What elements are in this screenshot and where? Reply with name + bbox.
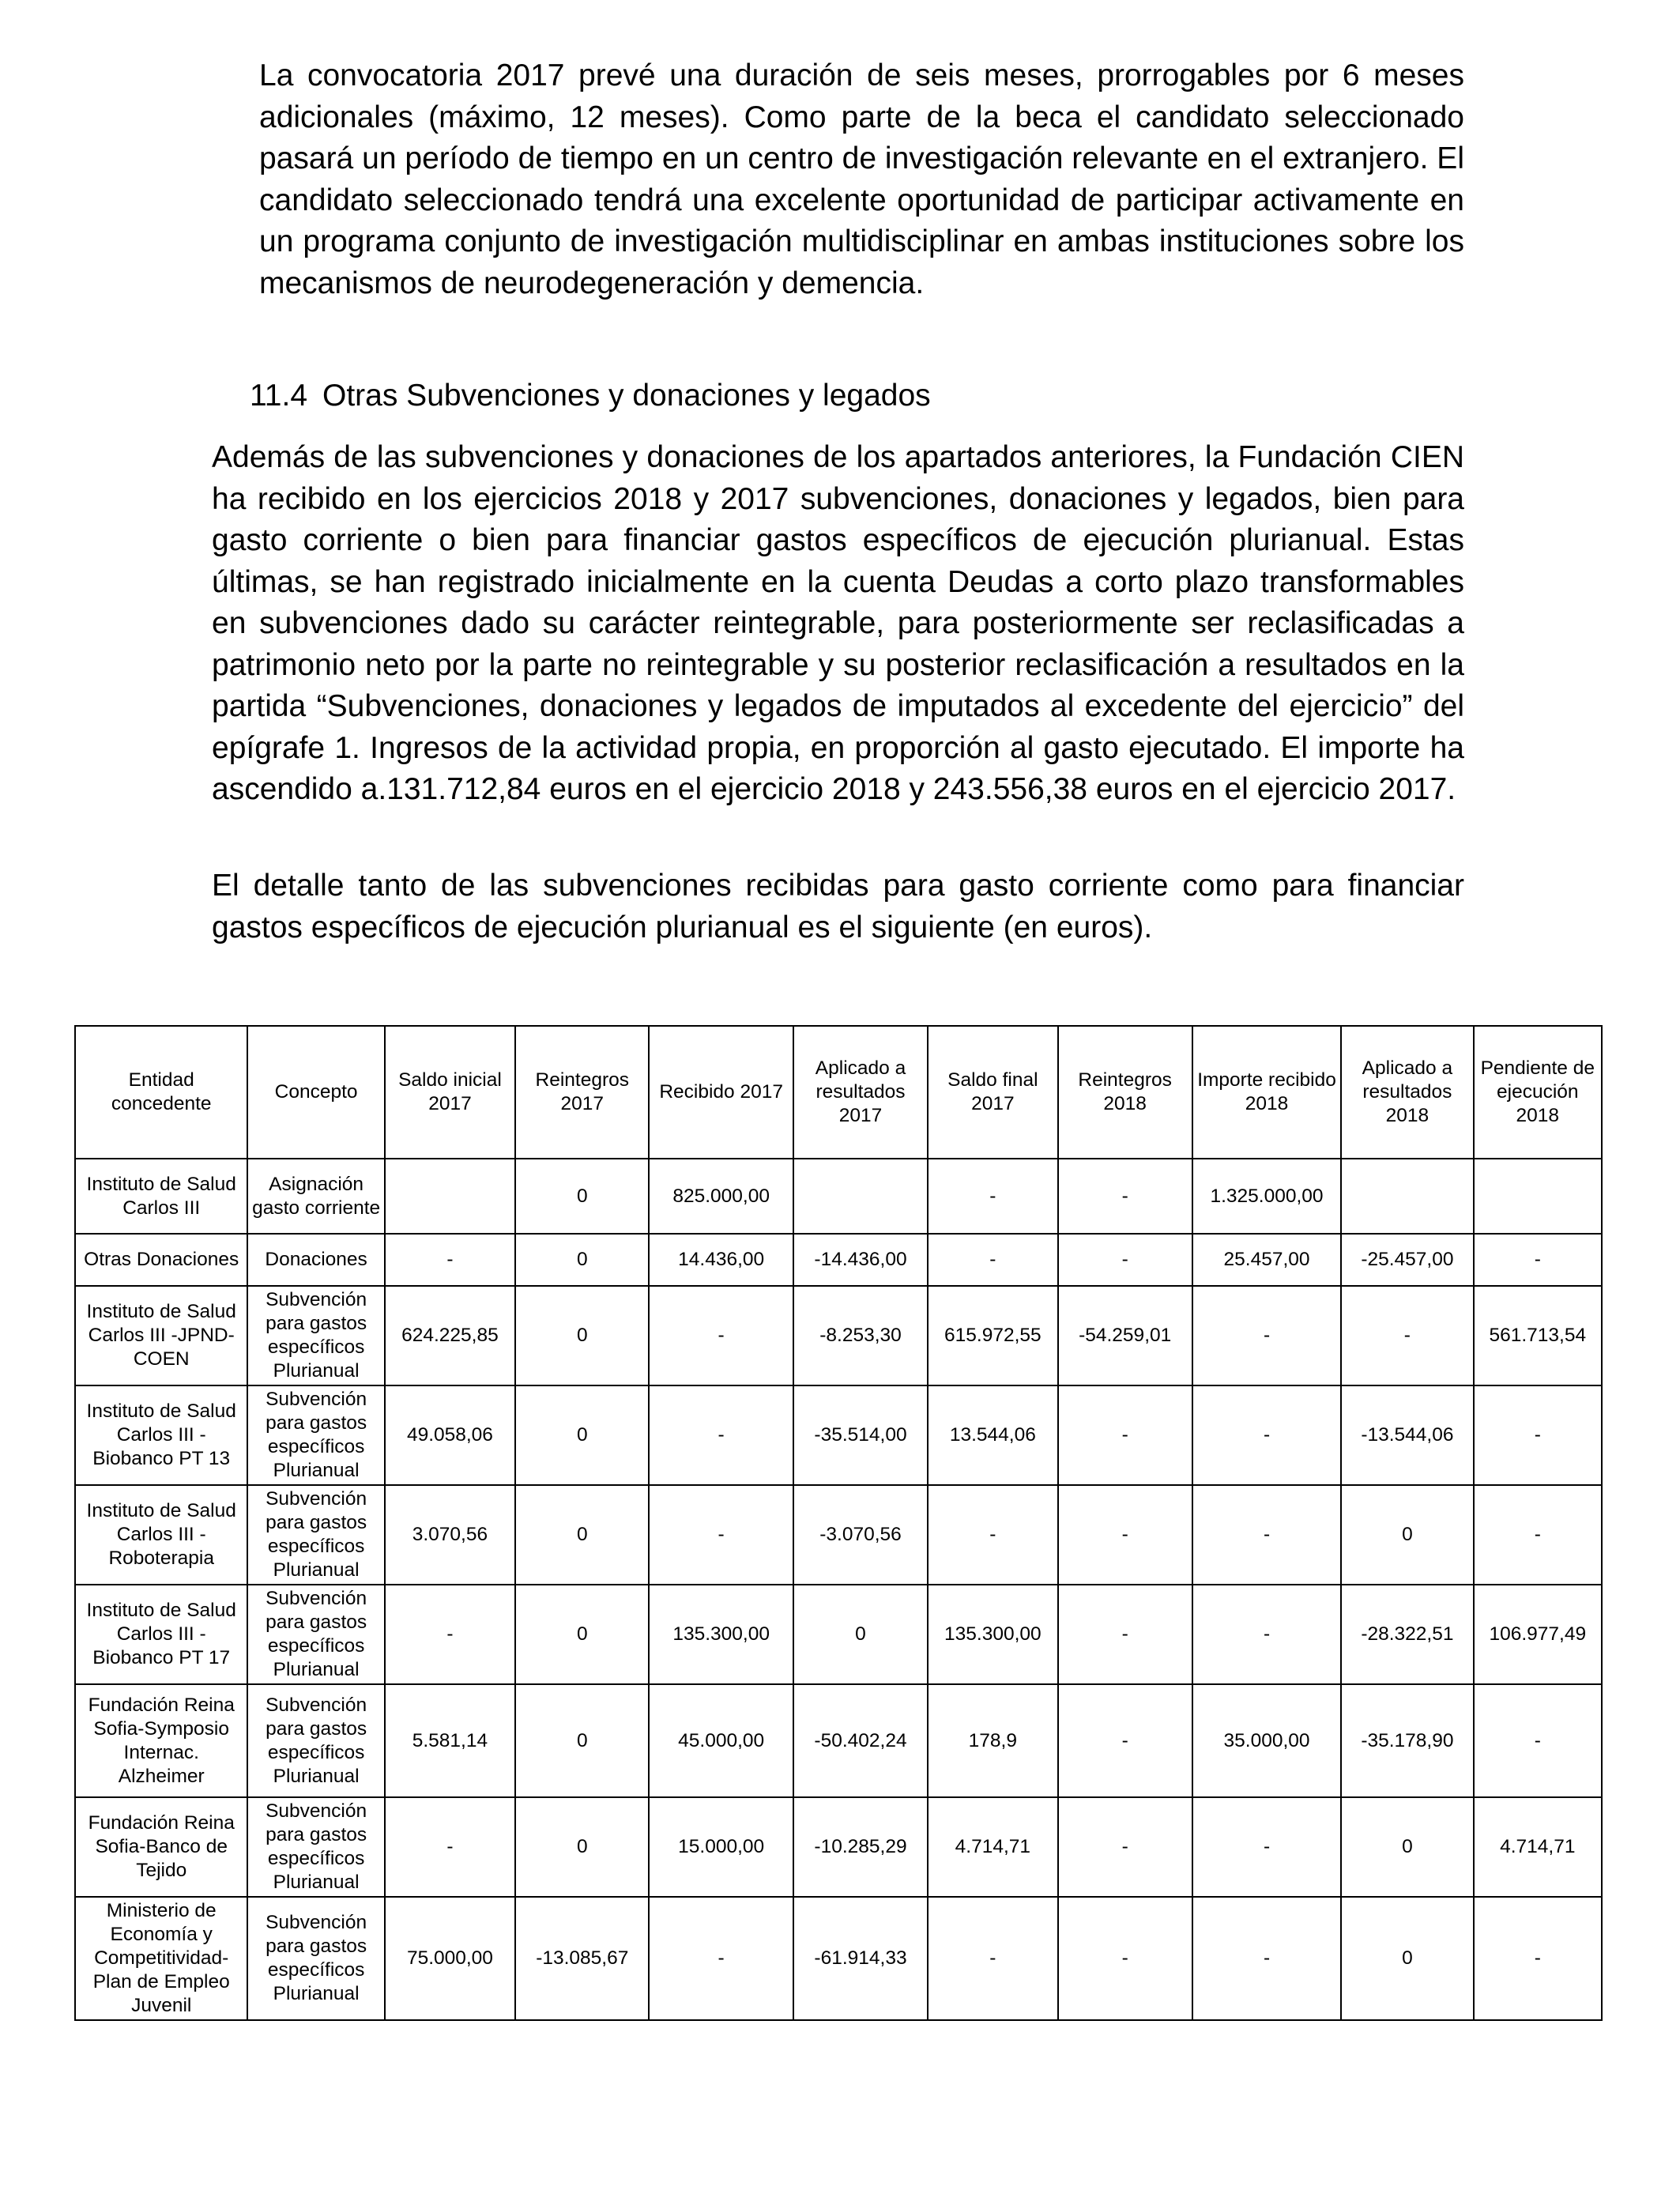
concept-cell: Subvención para gastos específicos Plurianual bbox=[247, 1585, 384, 1684]
amount-cell: -13.544,06 bbox=[1341, 1385, 1473, 1485]
amount-cell: 0 bbox=[1341, 1897, 1473, 2020]
amount-cell: 25.457,00 bbox=[1192, 1234, 1341, 1286]
table-row bbox=[75, 1234, 1602, 1286]
concept-cell: Subvención para gastos específicos Plurianual bbox=[247, 1385, 384, 1485]
amount-cell: - bbox=[1058, 1485, 1192, 1585]
amount-cell: - bbox=[1192, 1897, 1341, 2020]
amount-cell: - bbox=[649, 1485, 793, 1585]
amount-cell: 825.000,00 bbox=[649, 1159, 793, 1234]
column-header: Saldo final 2017 bbox=[928, 1026, 1057, 1159]
amount-cell: 0 bbox=[515, 1585, 649, 1684]
concept-cell: Subvención para gastos específicos Plurianual bbox=[247, 1485, 384, 1585]
section-number: 11.4 bbox=[250, 379, 308, 413]
column-header: Importe recibido 2018 bbox=[1192, 1026, 1341, 1159]
amount-cell: - bbox=[1058, 1897, 1192, 2020]
amount-cell: 13.544,06 bbox=[928, 1385, 1057, 1485]
amount-cell: -50.402,24 bbox=[793, 1684, 928, 1797]
entity-cell: Instituto de Salud Carlos III bbox=[75, 1159, 247, 1234]
amount-cell: - bbox=[1474, 1684, 1602, 1797]
column-header: Saldo inicial 2017 bbox=[385, 1026, 515, 1159]
amount-cell: 135.300,00 bbox=[928, 1585, 1057, 1684]
detail-paragraph: El detalle tanto de las subvenciones recibidas para gasto corriente como para financiar gastos específicos de ejecución plurianual es el siguiente (en euros). bbox=[212, 869, 1464, 944]
table-header-row bbox=[75, 1026, 1602, 1159]
column-header: Reintegros 2018 bbox=[1058, 1026, 1192, 1159]
column-header: Aplicado a resultados 2017 bbox=[793, 1026, 928, 1159]
amount-cell: - bbox=[1058, 1234, 1192, 1286]
amount-cell: 5.581,14 bbox=[385, 1684, 515, 1797]
amount-cell: 49.058,06 bbox=[385, 1385, 515, 1485]
amount-cell: 45.000,00 bbox=[649, 1684, 793, 1797]
entity-cell: Instituto de Salud Carlos III -Biobanco PT 13 bbox=[75, 1385, 247, 1485]
amount-cell: - bbox=[1192, 1485, 1341, 1585]
amount-cell: -3.070,56 bbox=[793, 1485, 928, 1585]
amount-cell: 624.225,85 bbox=[385, 1286, 515, 1385]
amount-cell: -14.436,00 bbox=[793, 1234, 928, 1286]
amount-cell: - bbox=[1192, 1585, 1341, 1684]
table-row bbox=[75, 1385, 1602, 1485]
subsidies-table bbox=[74, 1025, 1603, 2021]
table-row bbox=[75, 1797, 1602, 1897]
amount-cell: 14.436,00 bbox=[649, 1234, 793, 1286]
amount-cell: 615.972,55 bbox=[928, 1286, 1057, 1385]
amount-cell: - bbox=[1192, 1286, 1341, 1385]
section-title: Otras Subvenciones y donaciones y legados bbox=[322, 379, 931, 413]
table-row bbox=[75, 1286, 1602, 1385]
amount-cell: 35.000,00 bbox=[1192, 1684, 1341, 1797]
amount-cell: - bbox=[649, 1897, 793, 2020]
amount-cell: 15.000,00 bbox=[649, 1797, 793, 1897]
amount-cell: 0 bbox=[515, 1797, 649, 1897]
amount-cell: -10.285,29 bbox=[793, 1797, 928, 1897]
amount-cell: -35.514,00 bbox=[793, 1385, 928, 1485]
amount-cell: 75.000,00 bbox=[385, 1897, 515, 2020]
table-row bbox=[75, 1897, 1602, 2020]
amount-cell: -8.253,30 bbox=[793, 1286, 928, 1385]
amount-cell: -25.457,00 bbox=[1341, 1234, 1473, 1286]
concept-cell: Asignación gasto corriente bbox=[247, 1159, 384, 1234]
main-paragraph: Además de las subvenciones y donaciones de los apartados anteriores, la Fundación CIEN ha recibido en los ejercicios 2018 y 2017 subvenciones, donaciones y legados, bien para gasto corriente o bien para financiar gastos específicos de ejecución plurianual. Estas últimas, se han registrado inicialmente en la cuenta Deudas a corto plazo transformables en subvenciones dado su carácter reintegrable, para posteriormente ser reclasificadas a patrimonio neto por la parte no reintegrable y su posterior reclasificación a resultados en la partida “Subvenciones, donaciones y legados de imputados al excedente del ejercicio” del epígrafe 1. Ingresos de la actividad propia, en proporción al gasto ejecutado. El importe ha ascendido a.131.712,84 euros en el ejercicio 2018 y 243.556,38 euros en el ejercicio 2017. bbox=[212, 440, 1464, 806]
table-row bbox=[75, 1684, 1602, 1797]
amount-cell: -28.322,51 bbox=[1341, 1585, 1473, 1684]
amount-cell: - bbox=[1058, 1385, 1192, 1485]
amount-cell: - bbox=[385, 1585, 515, 1684]
amount-cell: 3.070,56 bbox=[385, 1485, 515, 1585]
amount-cell: - bbox=[1058, 1684, 1192, 1797]
concept-cell: Subvención para gastos específicos Plurianual bbox=[247, 1684, 384, 1797]
amount-cell: - bbox=[1192, 1797, 1341, 1897]
amount-cell: -61.914,33 bbox=[793, 1897, 928, 2020]
amount-cell bbox=[793, 1159, 928, 1234]
concept-cell: Subvención para gastos específicos Plurianual bbox=[247, 1286, 384, 1385]
amount-cell: - bbox=[928, 1234, 1057, 1286]
section-heading bbox=[250, 375, 931, 417]
amount-cell: - bbox=[1474, 1897, 1602, 2020]
amount-cell: 0 bbox=[515, 1234, 649, 1286]
amount-cell: 0 bbox=[1341, 1797, 1473, 1897]
amount-cell bbox=[385, 1159, 515, 1234]
amount-cell: - bbox=[1058, 1797, 1192, 1897]
amount-cell: - bbox=[928, 1485, 1057, 1585]
amount-cell: 0 bbox=[1341, 1485, 1473, 1585]
entity-cell: Instituto de Salud Carlos III -Roboterapia bbox=[75, 1485, 247, 1585]
amount-cell: 0 bbox=[793, 1585, 928, 1684]
amount-cell: - bbox=[385, 1797, 515, 1897]
amount-cell: 0 bbox=[515, 1159, 649, 1234]
amount-cell: - bbox=[649, 1286, 793, 1385]
table-row bbox=[75, 1159, 1602, 1234]
amount-cell: - bbox=[1474, 1485, 1602, 1585]
table-row bbox=[75, 1485, 1602, 1585]
amount-cell: -13.085,67 bbox=[515, 1897, 649, 2020]
intro-paragraph: La convocatoria 2017 prevé una duración de seis meses, prorrogables por 6 meses adicionales (máximo, 12 meses). Como parte de la beca el candidato seleccionado pasará un período de tiempo en un centro de investigación relevante en el extranjero. El candidato seleccionado tendrá una excelente oportunidad de participar activamente en un programa conjunto de investigación multidisciplinar en ambas instituciones sobre los mecanismos de neurodegeneración y demencia. bbox=[259, 58, 1464, 300]
entity-cell: Fundación Reina Sofia-Symposio Internac. Alzheimer bbox=[75, 1684, 247, 1797]
amount-cell: - bbox=[649, 1385, 793, 1485]
entity-cell: Fundación Reina Sofia-Banco de Tejido bbox=[75, 1797, 247, 1897]
amount-cell: 0 bbox=[515, 1385, 649, 1485]
amount-cell: 0 bbox=[515, 1485, 649, 1585]
amount-cell: 106.977,49 bbox=[1474, 1585, 1602, 1684]
amount-cell: 4.714,71 bbox=[928, 1797, 1057, 1897]
column-header: Concepto bbox=[247, 1026, 384, 1159]
amount-cell: -35.178,90 bbox=[1341, 1684, 1473, 1797]
column-header: Recibido 2017 bbox=[649, 1026, 793, 1159]
amount-cell: - bbox=[1192, 1385, 1341, 1485]
concept-cell: Subvención para gastos específicos Plurianual bbox=[247, 1797, 384, 1897]
amount-cell: 0 bbox=[515, 1286, 649, 1385]
amount-cell: 178,9 bbox=[928, 1684, 1057, 1797]
amount-cell: - bbox=[1474, 1385, 1602, 1485]
amount-cell: 1.325.000,00 bbox=[1192, 1159, 1341, 1234]
amount-cell: - bbox=[928, 1897, 1057, 2020]
amount-cell: -54.259,01 bbox=[1058, 1286, 1192, 1385]
amount-cell: 0 bbox=[515, 1684, 649, 1797]
table-body bbox=[75, 1159, 1602, 2020]
amount-cell: 561.713,54 bbox=[1474, 1286, 1602, 1385]
column-header: Pendiente de ejecución 2018 bbox=[1474, 1026, 1602, 1159]
column-header: Entidad concedente bbox=[75, 1026, 247, 1159]
amount-cell: 135.300,00 bbox=[649, 1585, 793, 1684]
amount-cell: - bbox=[1474, 1234, 1602, 1286]
amount-cell: - bbox=[1341, 1286, 1473, 1385]
amount-cell: - bbox=[1058, 1585, 1192, 1684]
table-row bbox=[75, 1585, 1602, 1684]
amount-cell: - bbox=[928, 1159, 1057, 1234]
amount-cell: 4.714,71 bbox=[1474, 1797, 1602, 1897]
entity-cell: Instituto de Salud Carlos III -Biobanco PT 17 bbox=[75, 1585, 247, 1684]
amount-cell bbox=[1341, 1159, 1473, 1234]
amount-cell: - bbox=[1058, 1159, 1192, 1234]
amount-cell: - bbox=[385, 1234, 515, 1286]
column-header: Reintegros 2017 bbox=[515, 1026, 649, 1159]
entity-cell: Instituto de Salud Carlos III -JPND-COEN bbox=[75, 1286, 247, 1385]
concept-cell: Subvención para gastos específicos Plurianual bbox=[247, 1897, 384, 2020]
amount-cell bbox=[1474, 1159, 1602, 1234]
concept-cell: Donaciones bbox=[247, 1234, 384, 1286]
entity-cell: Ministerio de Economía y Competitividad-Plan de Empleo Juvenil bbox=[75, 1897, 247, 2020]
column-header: Aplicado a resultados 2018 bbox=[1341, 1026, 1473, 1159]
entity-cell: Otras Donaciones bbox=[75, 1234, 247, 1286]
